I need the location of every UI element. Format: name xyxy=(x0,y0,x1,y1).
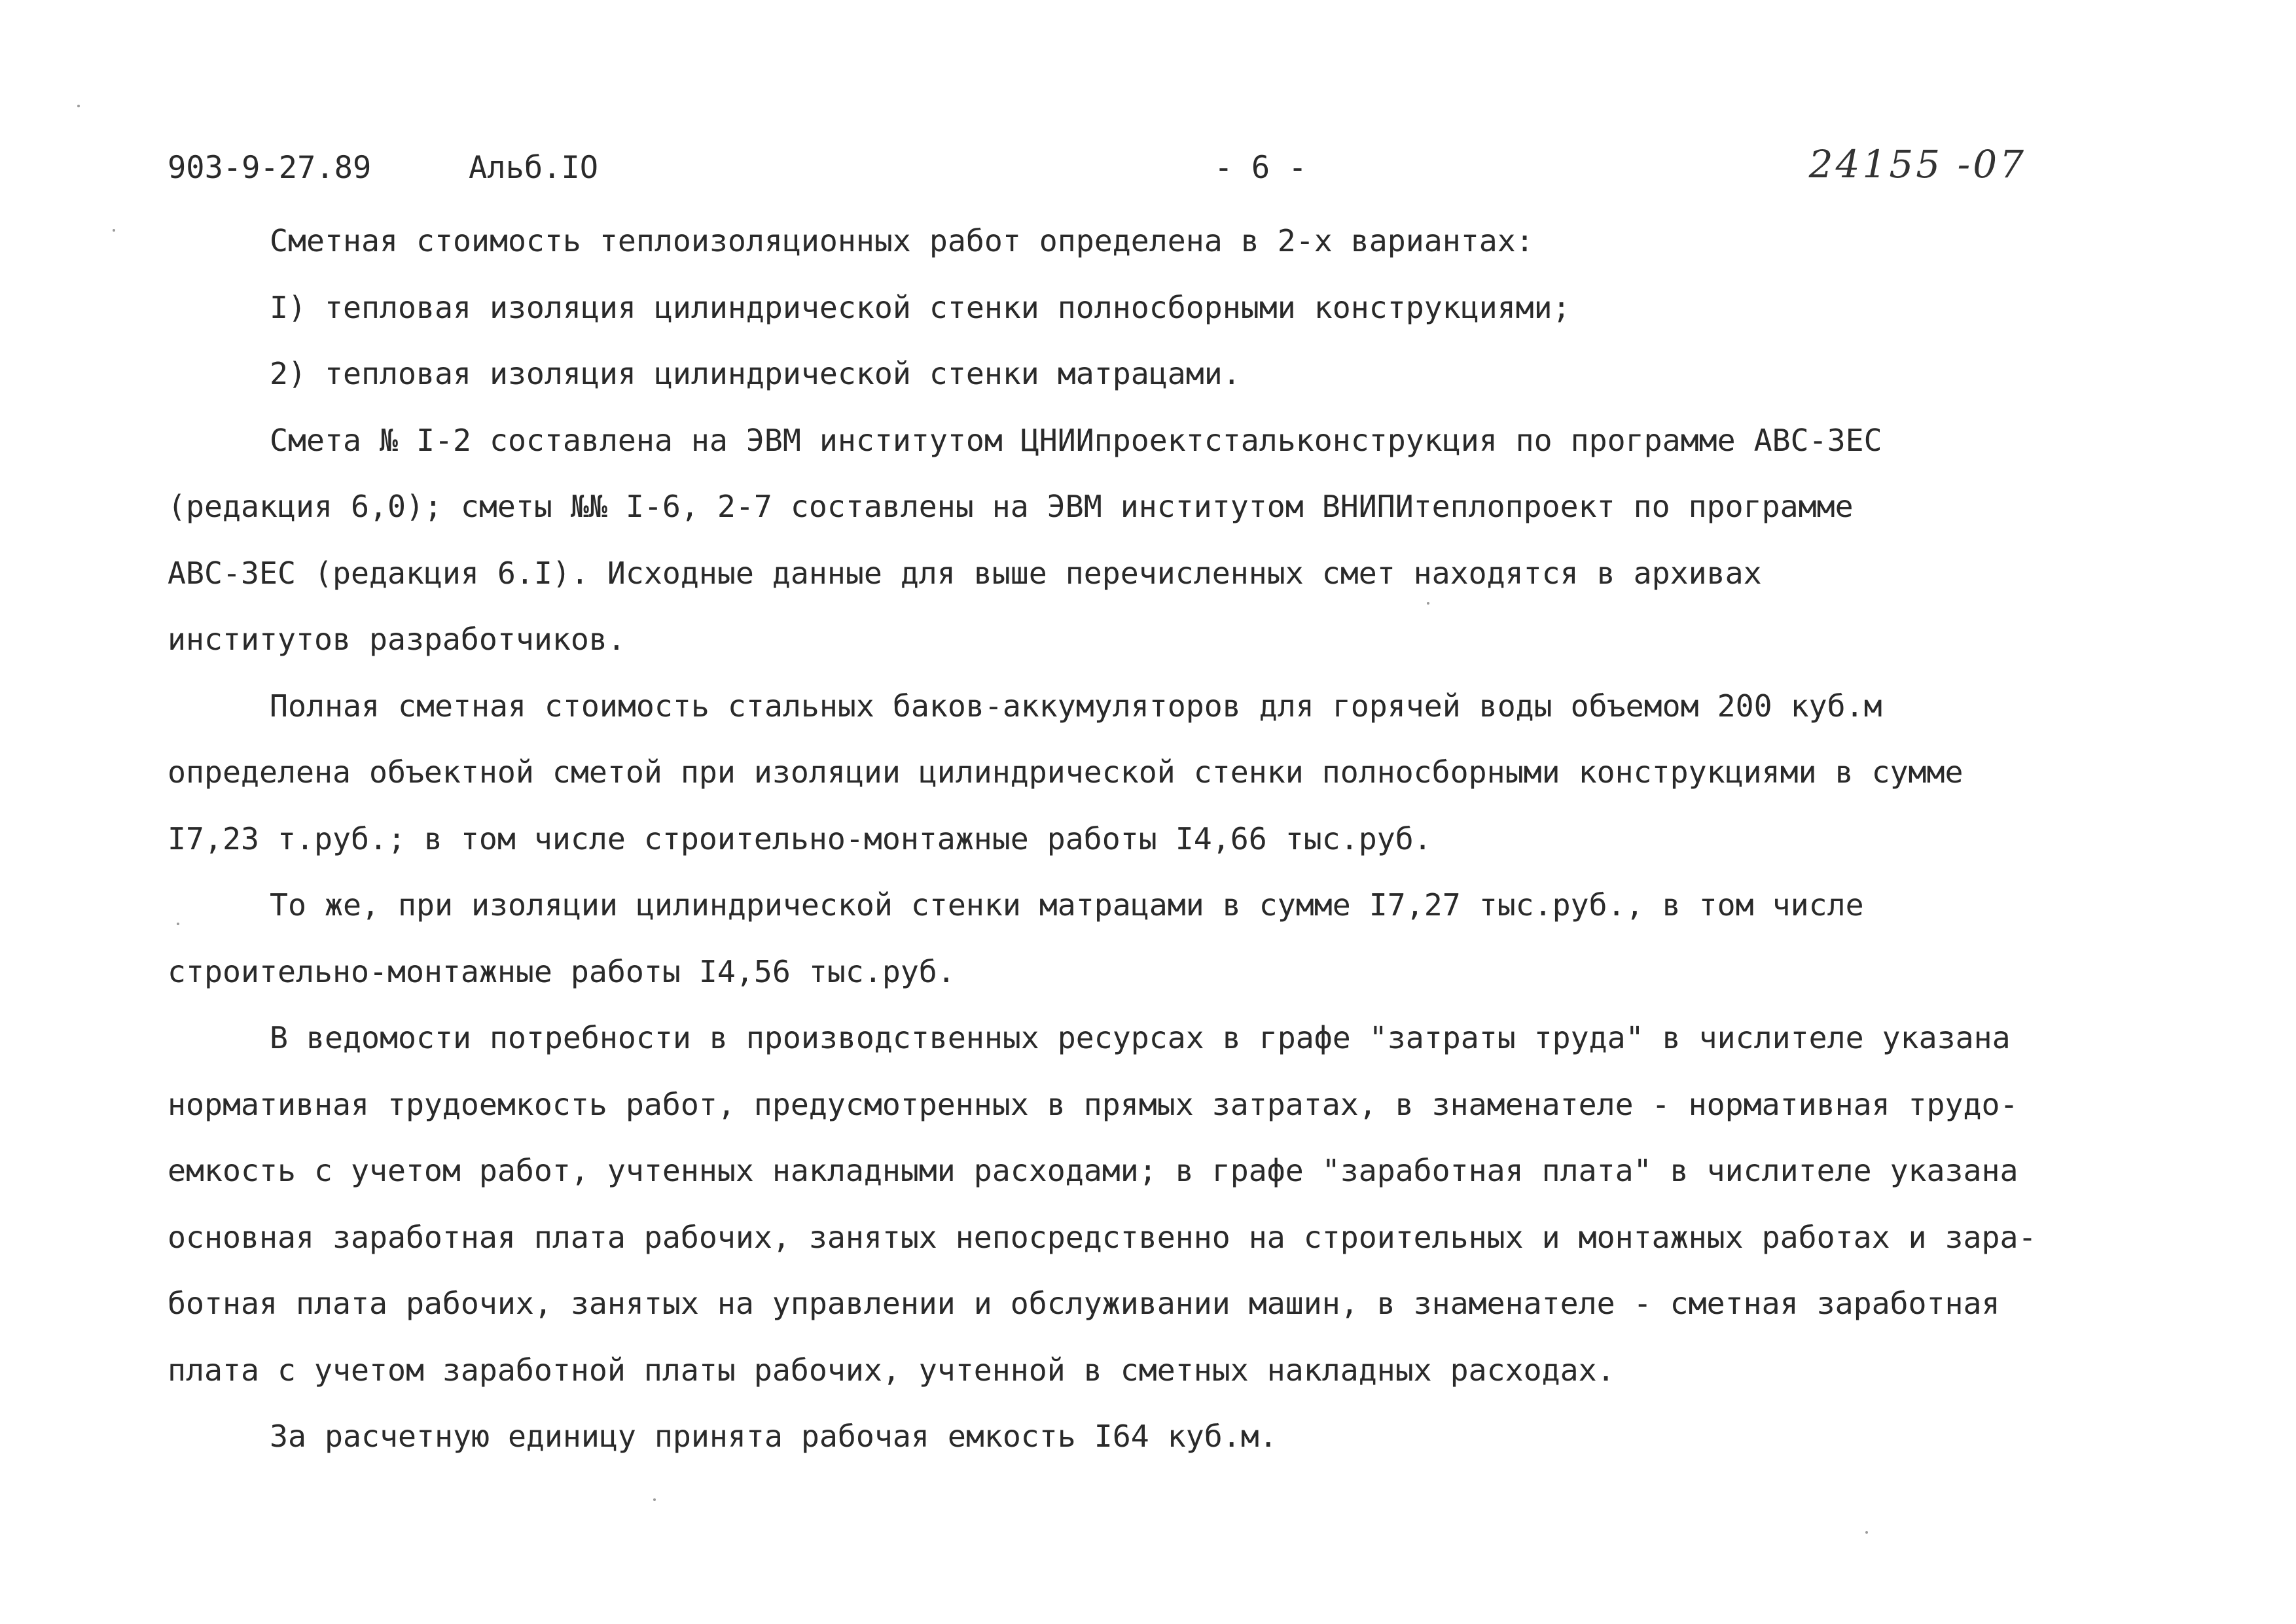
list-item: 2) тепловая изоляция цилиндрической стенки матрацами. xyxy=(270,356,1241,391)
scan-speck xyxy=(77,105,80,107)
paragraph-line: основная заработная плата рабочих, занятых непосредственно на строительных и монтажных работах и зара- xyxy=(168,1219,2037,1255)
paragraph-line: I7,23 т.руб.; в том числе строительно-монтажные работы I4,66 тыс.руб. xyxy=(168,821,1432,856)
body-text xyxy=(168,208,2216,1470)
paragraph-line: нормативная трудоемкость работ, предусмотренных в прямых затратах, в знаменателе - нормативная трудо- xyxy=(168,1086,2018,1122)
scan-speck xyxy=(113,229,115,232)
page-number: - 6 - xyxy=(1214,150,1307,186)
scan-speck xyxy=(653,1498,656,1501)
paragraph-line: (редакция 6,0); сметы №№ I-6, 2-7 составлены на ЭВМ институтом ВНИПИтеплопроект по программе xyxy=(168,489,1854,524)
album-number: Альб.IO xyxy=(469,150,599,186)
paragraph-line: То же, при изоляции цилиндрической стенки матрацами в сумме I7,27 тыс.руб., в том числе xyxy=(270,887,1864,923)
paragraph-line: емкость с учетом работ, учтенных накладными расходами; в графе "заработная плата" в числителе указана xyxy=(168,1153,2018,1188)
list-item: I) тепловая изоляция цилиндрической стенки полносборными конструкциями; xyxy=(270,289,1571,325)
scan-speck xyxy=(177,923,179,925)
paragraph-line: ботная плата рабочих, занятых на управлении и обслуживании машин, в знаменателе - сметная заработная xyxy=(168,1286,2000,1321)
page-header xyxy=(168,142,2026,191)
inventory-number: 24155 -07 xyxy=(1808,142,2026,186)
paragraph-line: За расчетную единицу принята рабочая емкость I64 куб.м. xyxy=(270,1419,1278,1454)
scan-speck xyxy=(1865,1531,1868,1534)
paragraph-line: Сметная стоимость теплоизоляционных работ определена в 2-х вариантах: xyxy=(270,223,1534,258)
paragraph-line: Смета № I-2 составлена на ЭВМ институтом ЦНИИпроектстальконструкция по программе АВС-3ЕС xyxy=(270,422,1882,458)
document-code: 903-9-27.89 xyxy=(168,150,372,186)
paragraph-line: определена объектной сметой при изоляции цилиндрической стенки полносборными конструкциями в сумме xyxy=(168,754,1964,790)
paragraph-line: АВС-3ЕС (редакция 6.I). Исходные данные для выше перечисленных смет находятся в архивах xyxy=(168,555,1762,591)
paragraph-line: В ведомости потребности в производственных ресурсах в графе "затраты труда" в числителе указана xyxy=(270,1020,2011,1055)
paragraph-line: строительно-монтажные работы I4,56 тыс.руб. xyxy=(168,953,956,989)
scan-speck xyxy=(1427,602,1429,605)
paragraph-line: Полная сметная стоимость стальных баков-аккумуляторов для горячей воды объемом 200 куб.м xyxy=(270,688,1882,724)
paragraph-line: плата с учетом заработной платы рабочих, учтенной в сметных накладных расходах. xyxy=(168,1352,1615,1388)
paragraph-line: институтов разработчиков. xyxy=(168,622,626,657)
